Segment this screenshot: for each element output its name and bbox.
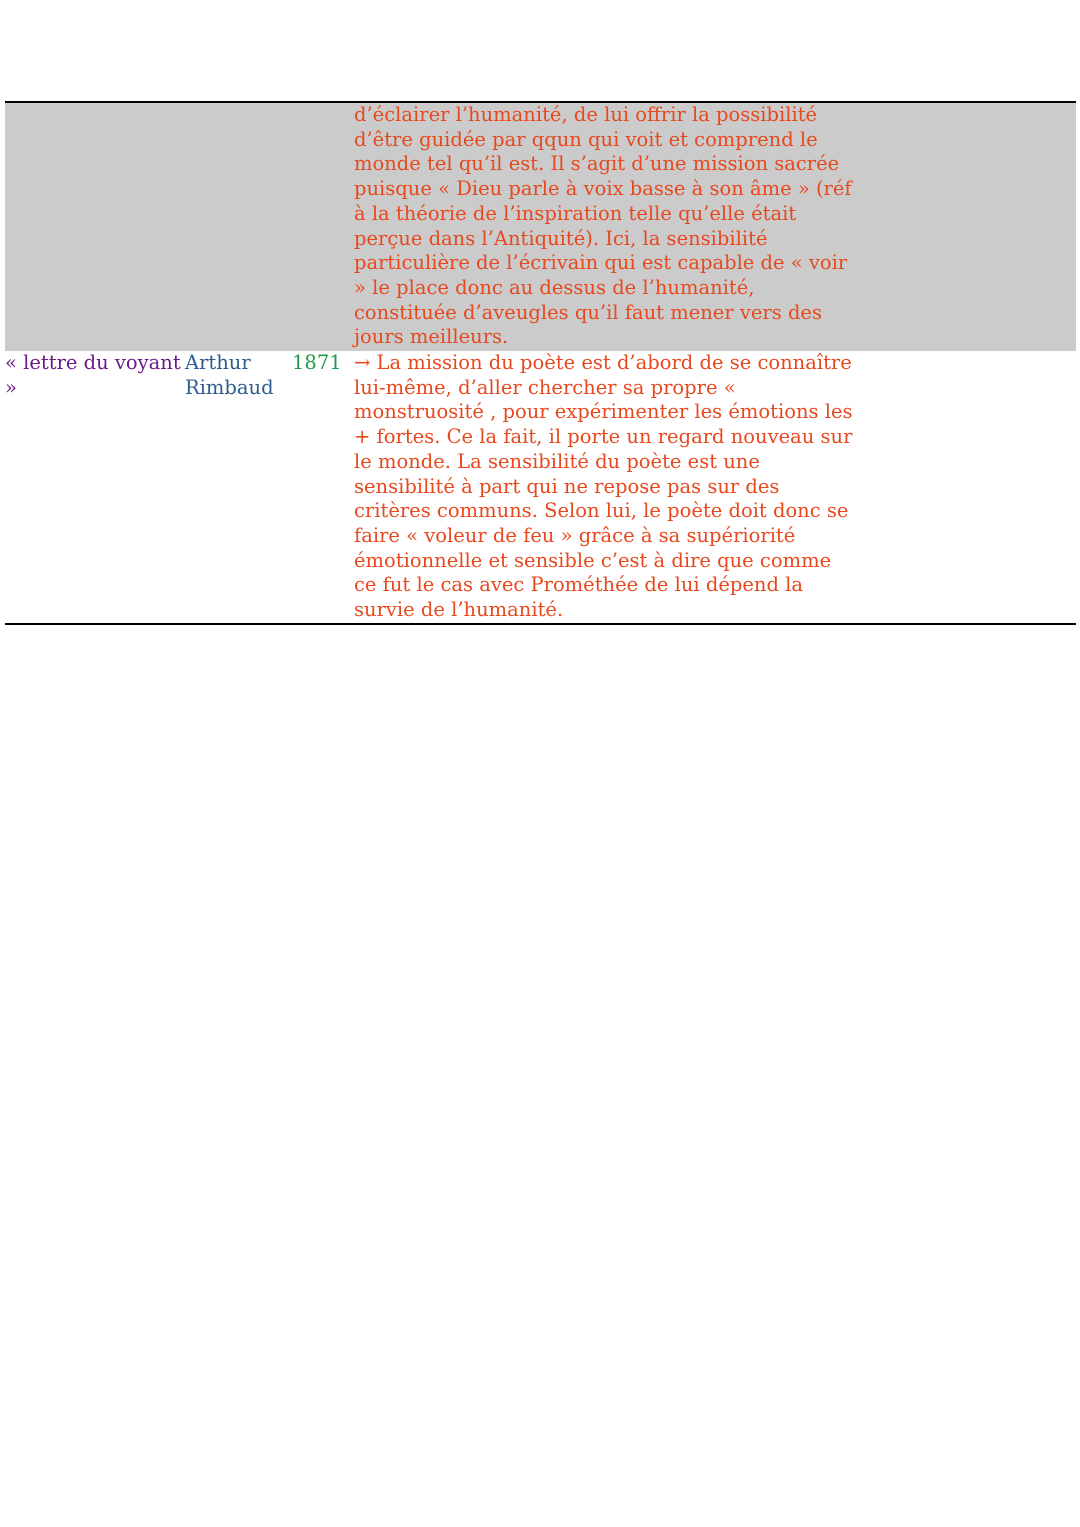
analysis-text: d’éclairer l’humanité, de lui offrir la possibilité d’être guidée par qqun qui voit et comprend le monde tel qu’il est. Il s’agit d’une mission sacrée puisque « Dieu parle à voix basse à son âme » (réf à la théorie de l’inspiration telle qu’elle était perçue dans l’Antiquité). Ici, la sensibilité particulière de l’écrivain qui est capable de « voir » le place donc au dessus de l’humanité, constituée d’aveugles qu’il faut mener vers des jours meilleurs. xyxy=(354,103,852,349)
table-row xyxy=(5,102,1076,351)
literature-table xyxy=(5,101,1076,625)
work-author xyxy=(185,102,292,351)
work-year: 1871 xyxy=(292,351,354,624)
table-row xyxy=(5,351,1076,624)
work-title xyxy=(5,102,185,351)
work-author: Arthur Rimbaud xyxy=(185,351,292,624)
analysis-text: → La mission du poète est d’abord de se connaître lui-même, d’aller chercher sa propre « monstruosité , pour expérimenter les émotions les + fortes. Ce la fait, il porte un regard nouveau sur le monde. La sensibilité du poète est une sensibilité à part qui ne repose pas sur des critères communs. Selon lui, le poète doit donc se faire « voleur de feu » grâce à sa supériorité émotionnelle et sensible c’est à dire que comme ce fut le cas avec Prométhée de lui dépend la survie de l’humanité. xyxy=(354,351,853,622)
work-year xyxy=(292,102,354,351)
work-analysis xyxy=(354,351,1076,624)
work-title: « lettre du voyant » xyxy=(5,351,185,624)
work-analysis xyxy=(354,102,1076,351)
